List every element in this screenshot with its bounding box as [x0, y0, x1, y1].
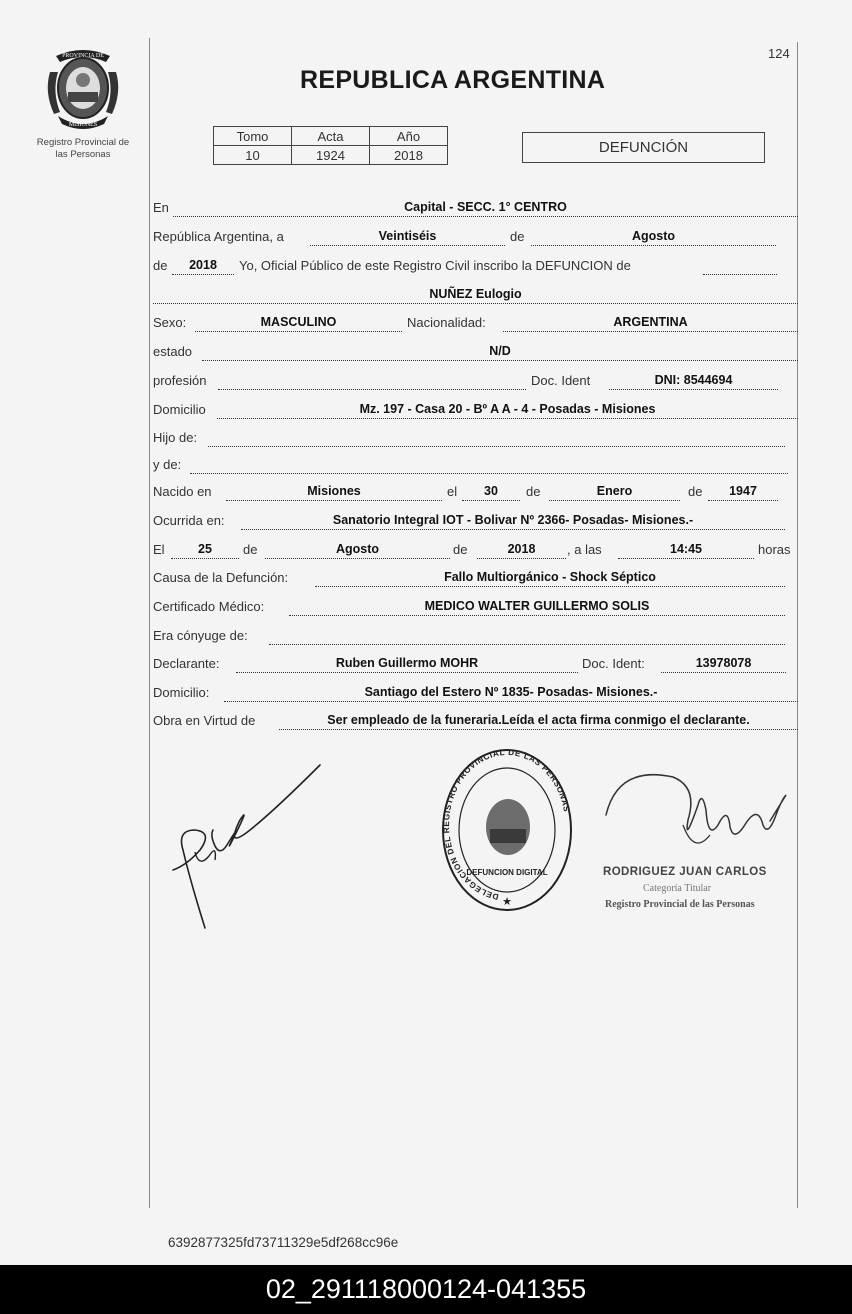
hijo-value — [208, 428, 785, 447]
acta-header: Acta — [292, 127, 370, 146]
causa-value: Fallo Multiorgánico - Shock Séptico — [315, 568, 785, 587]
inscribo-blank — [703, 256, 777, 275]
row-fallecimiento — [153, 540, 798, 560]
fallec-mes-value: Agosto — [265, 540, 450, 559]
sexo-label: Sexo: — [153, 315, 187, 330]
fallec-de2-label: de — [453, 542, 468, 557]
anio-value: 2018 — [370, 146, 448, 165]
decl-doc-label: Doc. Ident: — [582, 656, 645, 671]
left-margin-line — [149, 38, 150, 1208]
certificado-value: MEDICO WALTER GUILLERMO SOLIS — [289, 597, 785, 616]
inscribo-text: Yo, Oficial Público de este Registro Civil inscribo la DEFUNCION de — [239, 258, 631, 273]
doc-value: DNI: 8544694 — [609, 371, 778, 390]
nacido-lugar-value: Misiones — [226, 482, 442, 501]
row-yde — [153, 455, 798, 475]
record-type-box: DEFUNCIÓN — [522, 132, 765, 163]
row-domicilio — [153, 400, 798, 420]
nacionalidad-label: Nacionalidad: — [407, 315, 486, 330]
estado-label: estado — [153, 344, 193, 359]
republica-label: República Argentina, a — [153, 229, 284, 244]
registry-caption: Registro Provincial de las Personas — [36, 137, 130, 160]
conyuge-value — [269, 626, 785, 645]
page-number: 124 — [768, 46, 790, 61]
official-office: Registro Provincial de las Personas — [605, 899, 755, 910]
document-title: REPUBLICA ARGENTINA — [300, 66, 606, 94]
svg-text:★: ★ — [502, 896, 512, 908]
svg-text:DELEGACION DEL REGISTRO PROVIN: DELEGACION DEL REGISTRO PROVINCIAL DE LAS PERSONAS — [442, 747, 572, 902]
row-causa — [153, 568, 798, 588]
official-signature — [598, 765, 793, 865]
decl-doc-value: 13978078 — [661, 654, 786, 673]
nacido-mes-value: Enero — [549, 482, 680, 501]
domicilio-label: Domicilio — [153, 402, 206, 417]
row-hijo — [153, 428, 798, 448]
row-nacido — [153, 482, 798, 502]
alas-label: , a las — [567, 542, 602, 557]
tomo-header: Tomo — [214, 127, 292, 146]
acta-value: 1924 — [292, 146, 370, 165]
document-hash: 6392877325fd73711329e5df268cc96e — [168, 1235, 399, 1250]
row-republica — [153, 227, 798, 247]
row-sexo — [153, 313, 798, 333]
row-declarante — [153, 654, 798, 674]
provincial-crest-emblem — [42, 42, 124, 132]
record-table-value-row — [214, 146, 448, 165]
profesion-value — [218, 371, 526, 390]
de2-label: de — [153, 258, 168, 273]
el-label: El — [153, 542, 165, 557]
en-label: En — [153, 200, 169, 215]
decl-domicilio-value: Santiago del Estero Nº 1835- Posadas- Misiones.- — [224, 683, 798, 702]
yde-value — [190, 455, 788, 474]
month-value: Agosto — [531, 227, 776, 246]
obra-label: Obra en Virtud de — [153, 713, 256, 728]
fallec-anio-value: 2018 — [477, 540, 566, 559]
row-decl-domicilio — [153, 683, 798, 703]
ocurrida-value: Sanatorio Integral IOT - Bolivar Nº 2366- Posadas- Misiones.- — [241, 511, 785, 530]
yde-label: y de: — [153, 457, 182, 472]
nacido-dia-value: 30 — [462, 482, 520, 501]
row-certificado — [153, 597, 798, 617]
de-label: de — [510, 229, 525, 244]
row-ocurrida — [153, 511, 798, 531]
svg-text:DEFUNCION DIGITAL: DEFUNCION DIGITAL — [466, 868, 548, 877]
tomo-value: 10 — [214, 146, 292, 165]
row-profesion — [153, 371, 798, 391]
hijo-label: Hijo de: — [153, 430, 198, 445]
estado-value: N/D — [202, 342, 798, 361]
row-en — [153, 198, 798, 218]
horas-label: horas — [758, 542, 791, 557]
deceased-name-value: NUÑEZ Eulogio — [153, 285, 798, 304]
profesion-label: profesión — [153, 373, 207, 388]
fallec-dia-value: 25 — [171, 540, 239, 559]
row-conyuge — [153, 626, 798, 646]
declarante-label: Declarante: — [153, 656, 220, 671]
nacido-el-label: el — [447, 484, 458, 499]
record-table — [213, 126, 448, 165]
causa-label: Causa de la Defunción: — [153, 570, 289, 585]
ocurrida-label: Ocurrida en: — [153, 513, 225, 528]
anio-header: Año — [370, 127, 448, 146]
obra-value: Ser empleado de la funeraria.Leída el acta firma conmigo el declarante. — [279, 711, 798, 730]
hora-value: 14:45 — [618, 540, 754, 559]
nacionalidad-value: ARGENTINA — [503, 313, 798, 332]
declarante-value: Ruben Guillermo MOHR — [236, 654, 578, 673]
svg-text:PROVINCIA DE: PROVINCIA DE — [62, 53, 104, 59]
nacido-label: Nacido en — [153, 484, 212, 499]
nacido-de-label: de — [526, 484, 541, 499]
year-value: 2018 — [172, 256, 234, 275]
fallec-de-label: de — [243, 542, 258, 557]
official-role: Categoría Titular — [643, 883, 712, 894]
official-seal — [440, 745, 575, 915]
domicilio-value: Mz. 197 - Casa 20 - Bº A A - 4 - Posadas - Misiones — [217, 400, 798, 419]
nacido-anio-value: 1947 — [708, 482, 778, 501]
certificado-label: Certificado Médico: — [153, 599, 265, 614]
en-value: Capital - SECC. 1° CENTRO — [173, 198, 798, 217]
footer-id-bar: 02_291118000124-041355 — [0, 1265, 852, 1314]
official-name: RODRIGUEZ JUAN CARLOS — [603, 866, 767, 878]
row-name — [153, 285, 798, 305]
record-table-header-row — [214, 127, 448, 146]
nacido-de2-label: de — [688, 484, 703, 499]
svg-text:MISIONES: MISIONES — [68, 122, 98, 128]
sexo-value: MASCULINO — [195, 313, 402, 332]
day-words-value: Veintiséis — [310, 227, 505, 246]
declarant-signature — [165, 760, 330, 935]
doc-label: Doc. Ident — [531, 373, 591, 388]
conyuge-label: Era cónyuge de: — [153, 628, 248, 643]
row-estado — [153, 342, 798, 362]
row-obra — [153, 711, 798, 731]
row-year — [153, 256, 798, 276]
decl-domicilio-label: Domicilio: — [153, 685, 210, 700]
